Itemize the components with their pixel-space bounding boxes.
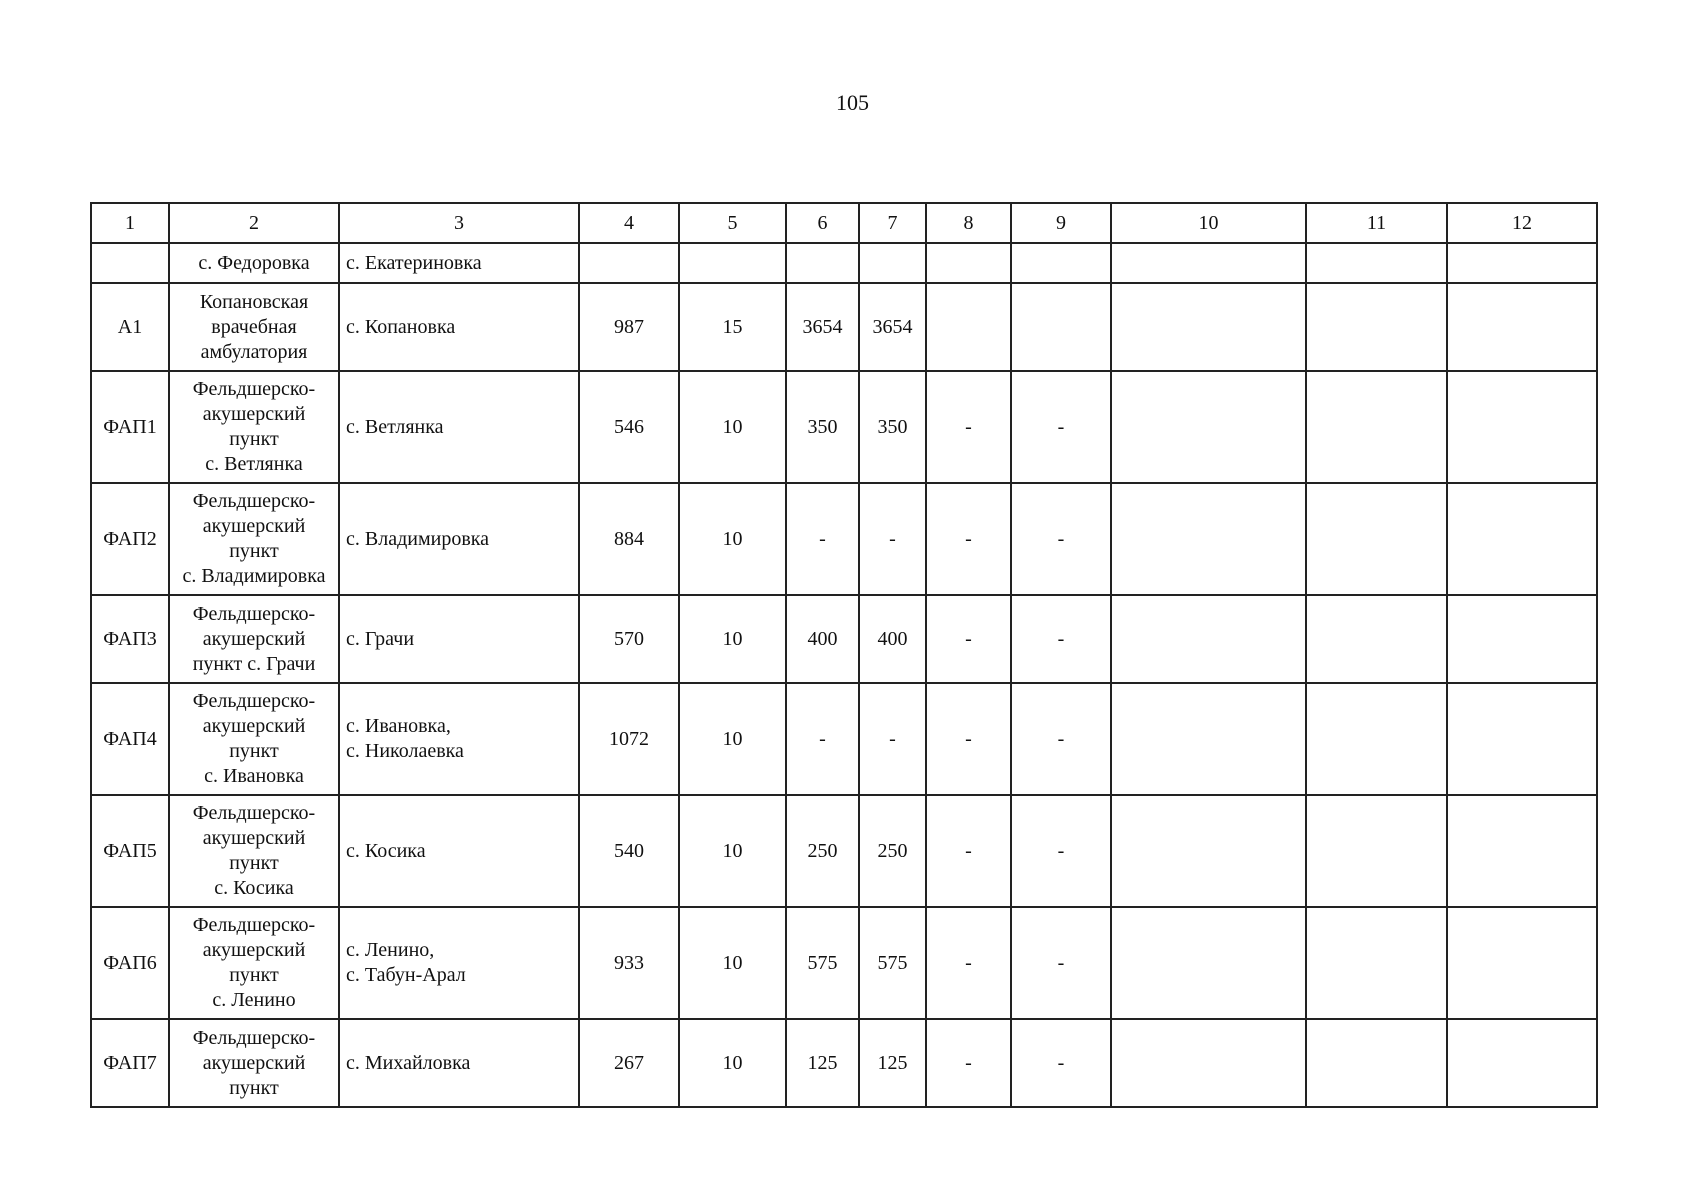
- table-cell: с. Копановка: [339, 283, 579, 371]
- table-cell: -: [1011, 371, 1111, 483]
- table-cell: 125: [786, 1019, 859, 1107]
- table-cell: 10: [679, 1019, 786, 1107]
- table-cell: -: [1011, 483, 1111, 595]
- table-cell: с. Ивановка, с. Николаевка: [339, 683, 579, 795]
- table-cell: [1306, 1019, 1447, 1107]
- table-cell: [1011, 243, 1111, 283]
- column-header: 3: [339, 203, 579, 243]
- table-cell: -: [1011, 683, 1111, 795]
- table-cell: Фельдшерско- акушерский пункт: [169, 1019, 339, 1107]
- table-cell: ФАП3: [91, 595, 169, 683]
- table-cell: Фельдшерско- акушерский пункт с. Ивановка: [169, 683, 339, 795]
- table-row: [91, 1019, 1597, 1107]
- table-cell: [91, 243, 169, 283]
- column-header: 8: [926, 203, 1011, 243]
- table-row: [91, 683, 1597, 795]
- data-table: [90, 202, 1598, 1108]
- table-cell: Фельдшерско- акушерский пункт с. Косика: [169, 795, 339, 907]
- table-cell: 125: [859, 1019, 926, 1107]
- table-cell: -: [859, 683, 926, 795]
- table-cell: 10: [679, 371, 786, 483]
- table-row: [91, 243, 1597, 283]
- table-cell: 540: [579, 795, 679, 907]
- table-cell: -: [926, 795, 1011, 907]
- table-cell: [1447, 243, 1597, 283]
- table-cell: -: [926, 483, 1011, 595]
- table-cell: 546: [579, 371, 679, 483]
- table-row: [91, 371, 1597, 483]
- table-cell: 3654: [859, 283, 926, 371]
- column-header: 2: [169, 203, 339, 243]
- table-cell: [1306, 283, 1447, 371]
- table-cell: [859, 243, 926, 283]
- table-cell: ФАП2: [91, 483, 169, 595]
- table-cell: ФАП1: [91, 371, 169, 483]
- table-cell: [926, 243, 1011, 283]
- table-cell: -: [786, 683, 859, 795]
- table-cell: ФАП7: [91, 1019, 169, 1107]
- table-cell: 15: [679, 283, 786, 371]
- column-header: 5: [679, 203, 786, 243]
- column-header: 7: [859, 203, 926, 243]
- table-cell: ФАП5: [91, 795, 169, 907]
- table-cell: 350: [859, 371, 926, 483]
- table-cell: [1447, 595, 1597, 683]
- table-cell: 10: [679, 483, 786, 595]
- table-cell: [1447, 683, 1597, 795]
- table-cell: [1011, 283, 1111, 371]
- table-cell: [1447, 907, 1597, 1019]
- table-cell: -: [926, 1019, 1011, 1107]
- table-cell: Фельдшерско- акушерский пункт с. Грачи: [169, 595, 339, 683]
- table-header-row: [91, 203, 1597, 243]
- page-number: 105: [836, 90, 869, 115]
- table-cell: [1111, 595, 1306, 683]
- table-cell: -: [1011, 595, 1111, 683]
- table-cell: 570: [579, 595, 679, 683]
- column-header: 4: [579, 203, 679, 243]
- table-cell: -: [1011, 907, 1111, 1019]
- table-cell: с. Косика: [339, 795, 579, 907]
- table-cell: 350: [786, 371, 859, 483]
- table-cell: с. Екатериновка: [339, 243, 579, 283]
- table-cell: Фельдшерско- акушерский пункт с. Ветлянка: [169, 371, 339, 483]
- table-cell: [1306, 243, 1447, 283]
- table-cell: с. Владимировка: [339, 483, 579, 595]
- table-cell: -: [926, 595, 1011, 683]
- table-cell: [1111, 371, 1306, 483]
- table-cell: [1111, 483, 1306, 595]
- table-cell: [1306, 683, 1447, 795]
- table-cell: [1306, 595, 1447, 683]
- table-cell: с. Грачи: [339, 595, 579, 683]
- table-row: [91, 595, 1597, 683]
- table-cell: 10: [679, 595, 786, 683]
- column-header: 9: [1011, 203, 1111, 243]
- table-cell: -: [926, 683, 1011, 795]
- table-row: [91, 907, 1597, 1019]
- table-cell: -: [926, 371, 1011, 483]
- table-cell: Копановская врачебная амбулатория: [169, 283, 339, 371]
- table-cell: [1447, 795, 1597, 907]
- table-cell: А1: [91, 283, 169, 371]
- table-cell: [679, 243, 786, 283]
- table-cell: [926, 283, 1011, 371]
- table-cell: с. Михайловка: [339, 1019, 579, 1107]
- table-cell: 575: [859, 907, 926, 1019]
- table-cell: [1111, 283, 1306, 371]
- table-cell: [1111, 1019, 1306, 1107]
- table-cell: 933: [579, 907, 679, 1019]
- column-header: 11: [1306, 203, 1447, 243]
- table-cell: с. Федоровка: [169, 243, 339, 283]
- table-cell: -: [926, 907, 1011, 1019]
- table-cell: 250: [859, 795, 926, 907]
- table-row: [91, 795, 1597, 907]
- table-cell: [1306, 795, 1447, 907]
- column-header: 12: [1447, 203, 1597, 243]
- table-cell: [786, 243, 859, 283]
- table-cell: -: [859, 483, 926, 595]
- table-cell: 250: [786, 795, 859, 907]
- table-cell: 400: [859, 595, 926, 683]
- table-cell: -: [786, 483, 859, 595]
- table-cell: [1111, 795, 1306, 907]
- table-cell: 987: [579, 283, 679, 371]
- table-cell: 10: [679, 907, 786, 1019]
- table-cell: [1306, 907, 1447, 1019]
- table-cell: с. Ветлянка: [339, 371, 579, 483]
- table-cell: 1072: [579, 683, 679, 795]
- column-header: 1: [91, 203, 169, 243]
- table-cell: 267: [579, 1019, 679, 1107]
- table-cell: ФАП4: [91, 683, 169, 795]
- table-cell: [1111, 243, 1306, 283]
- table-cell: 10: [679, 683, 786, 795]
- table-cell: 10: [679, 795, 786, 907]
- table-cell: с. Ленино, с. Табун-Арал: [339, 907, 579, 1019]
- table-cell: 3654: [786, 283, 859, 371]
- table-cell: Фельдшерско- акушерский пункт с. Ленино: [169, 907, 339, 1019]
- table-cell: 400: [786, 595, 859, 683]
- table-cell: -: [1011, 1019, 1111, 1107]
- table-cell: [579, 243, 679, 283]
- table-cell: -: [1011, 795, 1111, 907]
- table-cell: 575: [786, 907, 859, 1019]
- table-row: [91, 483, 1597, 595]
- table-cell: [1306, 371, 1447, 483]
- table-cell: 884: [579, 483, 679, 595]
- table-cell: [1111, 683, 1306, 795]
- table-cell: Фельдшерско- акушерский пункт с. Владимировка: [169, 483, 339, 595]
- column-header: 6: [786, 203, 859, 243]
- table-cell: ФАП6: [91, 907, 169, 1019]
- table-cell: [1306, 483, 1447, 595]
- table-row: [91, 283, 1597, 371]
- column-header: 10: [1111, 203, 1306, 243]
- table-cell: [1447, 283, 1597, 371]
- table-cell: [1111, 907, 1306, 1019]
- table-cell: [1447, 483, 1597, 595]
- table-cell: [1447, 1019, 1597, 1107]
- table-cell: [1447, 371, 1597, 483]
